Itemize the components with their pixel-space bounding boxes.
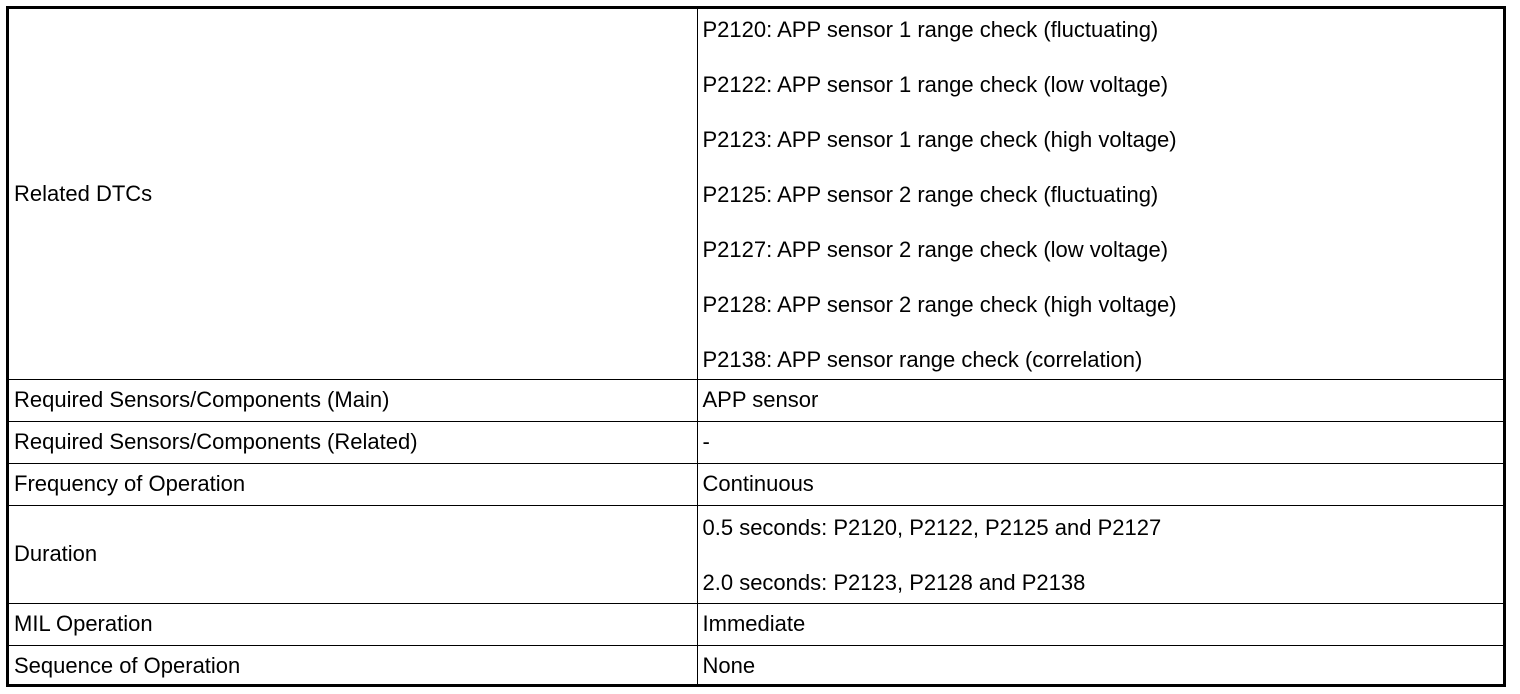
table-row-related-dtcs (9, 9, 1503, 379)
table-row-sequence (9, 645, 1503, 687)
row-label: Sequence of Operation (9, 645, 697, 687)
table-row-frequency (9, 463, 1503, 505)
row-label: Duration (9, 505, 697, 603)
dtc-item: P2125: APP sensor 2 range check (fluctuating) (702, 181, 1159, 207)
row-value: Immediate (697, 603, 1503, 645)
row-label: Required Sensors/Components (Related) (9, 421, 697, 463)
monitor-description-table-frame (6, 6, 1506, 687)
row-label: Related DTCs (9, 9, 697, 379)
table-row-duration (9, 505, 1503, 603)
table-row-required-main (9, 379, 1503, 421)
row-value: APP sensor (697, 379, 1503, 421)
related-dtcs-cell (697, 9, 1503, 379)
table-row-required-related (9, 421, 1503, 463)
row-label: Frequency of Operation (9, 463, 697, 505)
duration-cell (697, 505, 1503, 603)
monitor-description-table (9, 9, 1503, 687)
table-row-mil-operation (9, 603, 1503, 645)
dtc-item: P2127: APP sensor 2 range check (low voltage) (702, 236, 1169, 262)
row-value: None (697, 645, 1503, 687)
row-value: Continuous (697, 463, 1503, 505)
dtc-item: P2122: APP sensor 1 range check (low voltage) (702, 71, 1169, 97)
row-value: - (697, 421, 1503, 463)
dtc-item: P2138: APP sensor range check (correlation) (702, 346, 1143, 372)
dtc-item: P2128: APP sensor 2 range check (high voltage) (702, 291, 1177, 317)
dtc-item: P2123: APP sensor 1 range check (high voltage) (702, 126, 1177, 152)
duration-item: 2.0 seconds: P2123, P2128 and P2138 (702, 569, 1086, 595)
duration-item: 0.5 seconds: P2120, P2122, P2125 and P2127 (702, 514, 1162, 540)
row-label: MIL Operation (9, 603, 697, 645)
row-label: Required Sensors/Components (Main) (9, 379, 697, 421)
dtc-item: P2120: APP sensor 1 range check (fluctuating) (702, 16, 1159, 42)
